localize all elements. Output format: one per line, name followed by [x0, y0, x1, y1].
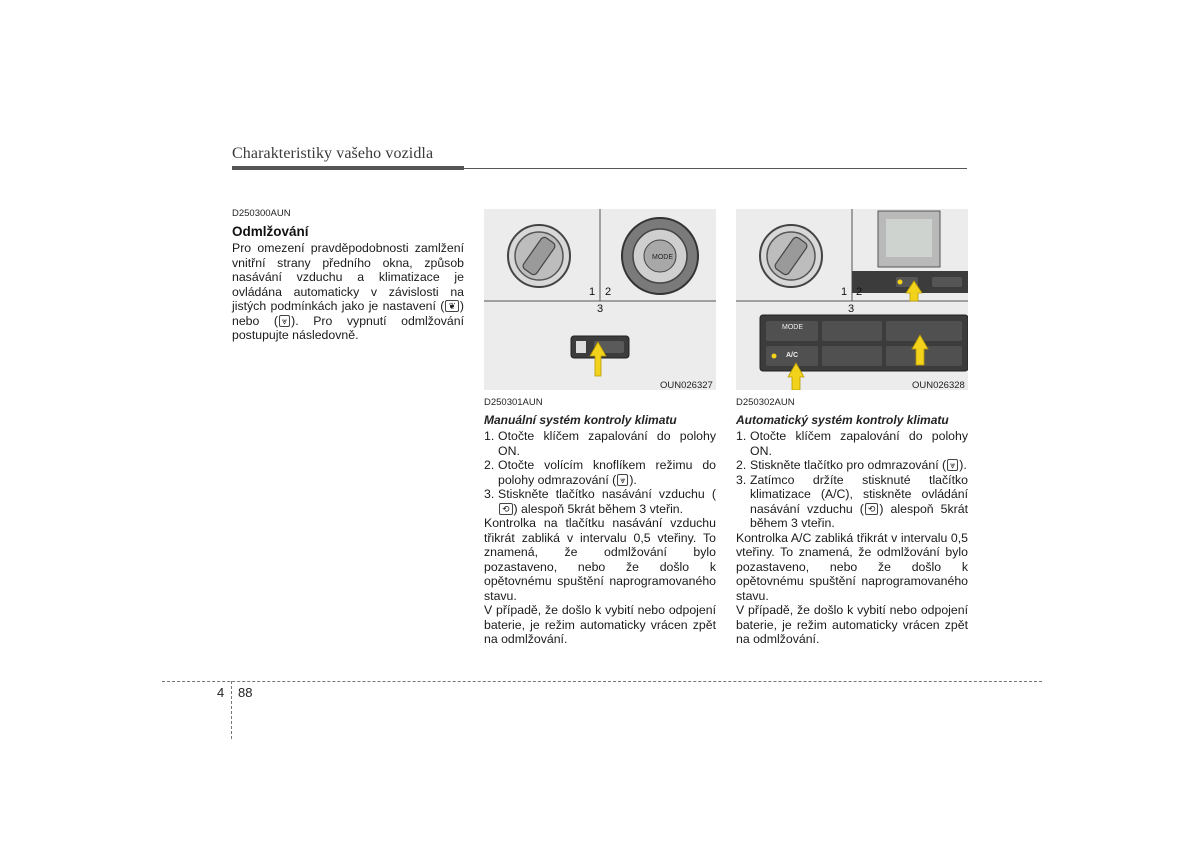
step-3: 3. Zatímco držíte stisknuté tlačítko klimatizace (A/C), stiskněte ovládání nasávání vzduchu ( ⟲ ) alespoň 5krát během 3 vteřin.: [736, 472, 968, 530]
figure-auto-climate: [736, 209, 968, 390]
section-heading: Odmlžování: [232, 223, 309, 239]
auto-climate-illustration: [736, 209, 968, 390]
callout-2: 2: [856, 286, 863, 298]
figure-manual-climate: [484, 209, 716, 390]
step-1-text: Otočte klíčem zapalování do polohy ON.: [498, 429, 716, 458]
note-paragraph-1: Kontrolka na tlačítku nasávání vzduchu třikrát zabliká v intervalu 0,5 vteřiny. To znamená, že odmlžování bylo pozastaveno, nebo že došlo k opětovnému spuštění naprogramovaného stavu.: [484, 516, 716, 603]
air-intake-icon: ⟲: [499, 503, 513, 515]
footer-divider: [231, 681, 232, 739]
step-3-text-b: ) alespoň 5krát během 3 vteřin.: [513, 501, 684, 516]
manual-climate-illustration: [484, 209, 716, 390]
defrost-icon: ⩔: [279, 315, 290, 327]
section-code: D250301AUN: [484, 397, 543, 408]
step-1: 1. Otočte klíčem zapalování do polohy ON.: [736, 429, 968, 458]
subsection-heading: Manuální systém kontroly klimatu: [484, 412, 677, 427]
step-2-text-a: Otočte volícím knoflíkem režimu do polohy odmrazování (: [498, 458, 716, 487]
step-3-text-b: ) alespoň 5krát během 3 vteřin.: [750, 501, 968, 530]
header-rule-thick: [232, 166, 464, 170]
note-paragraph-2: V případě, že došlo k vybití nebo odpojení baterie, je režim automaticky vrácen zpět na odmlžování.: [736, 603, 968, 646]
section-code: D250302AUN: [736, 397, 795, 408]
left-column: [232, 207, 464, 343]
section-number: 4: [217, 685, 225, 700]
step-3-text-a: Zatímco držíte stisknuté tlačítko klimatizace (A/C), stiskněte ovládání nasávání vzduchu (: [750, 472, 968, 516]
step-1: 1. Otočte klíčem zapalování do polohy ON.: [484, 429, 716, 458]
svg-text:MODE: MODE: [652, 254, 673, 261]
header-rule-thin: [464, 168, 967, 169]
figure-code: OUN026327: [660, 380, 713, 391]
step-2: 2. Otočte volícím knoflíkem režimu do polohy odmrazování ( ⩔ ).: [484, 458, 716, 487]
figure-code: OUN026328: [912, 380, 965, 391]
panel-mode-label: MODE: [782, 324, 803, 331]
step-1-text: Otočte klíčem zapalování do polohy ON.: [750, 429, 968, 458]
section-code: D250300AUN: [232, 208, 291, 219]
footer-rule: [162, 681, 1042, 682]
subsection-heading: Automatický systém kontroly klimatu: [736, 412, 949, 427]
auto-column: [736, 396, 968, 647]
intro-text-a: Pro omezení pravděpodobnosti zamlžení vnitřní strany předního okna, způsob nasávání vzduchu a klimatizace je ovládána automaticky v závislosti na jistých podmínkách jako je nastavení (: [232, 241, 464, 313]
air-intake-icon: ⟲: [865, 503, 879, 515]
callout-1: 1: [841, 286, 848, 298]
chapter-title: Charakteristiky vašeho vozidla: [232, 145, 434, 162]
callout-3: 3: [848, 303, 855, 315]
manual-column: [484, 396, 716, 647]
panel-ac-label: A/C: [786, 352, 799, 359]
intro-paragraph: [232, 241, 464, 343]
callout-3: 3: [597, 303, 604, 315]
intro-text-c: ). Pro vypnutí odmlžování postupujte následovně.: [232, 313, 464, 342]
step-2-text-a: Stiskněte tlačítko pro odmrazování (: [750, 458, 947, 472]
note-paragraph-1: Kontrolka A/C zabliká třikrát v intervalu 0,5 vteřiny. To znamená, že odmlžování bylo pozastaveno, nebo že došlo k opětovnému spuštění naprogramovaného stavu.: [736, 530, 968, 603]
defog-icon: ❦: [445, 300, 459, 312]
intro-text-b: ) nebo (: [232, 299, 464, 328]
step-2-text-b: ).: [959, 458, 967, 472]
callout-2: 2: [605, 286, 612, 298]
steps-list: [736, 429, 968, 531]
step-3: 3. Stiskněte tlačítko nasávání vzduchu (⟲ ) alespoň 5krát během 3 vteřin.: [484, 487, 716, 516]
callout-1: 1: [589, 286, 596, 298]
step-3-text-a: Stiskněte tlačítko nasávání vzduchu (: [498, 487, 716, 501]
page-number: 88: [238, 685, 253, 700]
defrost-icon: ⩔: [947, 459, 958, 471]
note-paragraph-2: V případě, že došlo k vybití nebo odpojení baterie, je režim automaticky vrácen zpět na odmlžování.: [484, 603, 716, 646]
step-2-text-b: ).: [629, 472, 637, 487]
defrost-icon: ⩔: [617, 474, 628, 486]
steps-list: [484, 429, 716, 516]
step-2: 2. Stiskněte tlačítko pro odmrazování ( ⩔ ).: [736, 458, 967, 472]
